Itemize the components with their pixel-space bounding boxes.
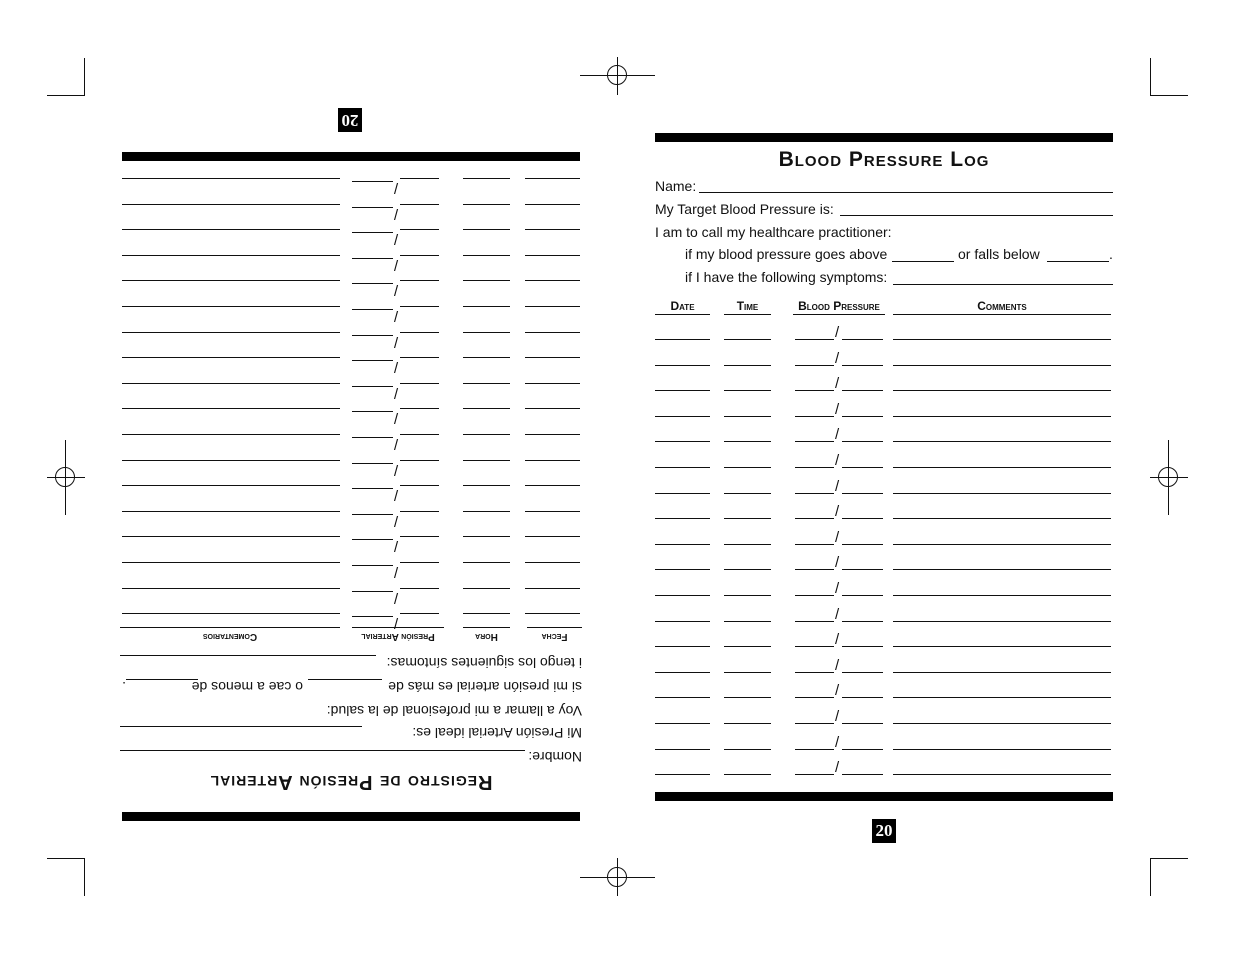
bp-slash-spanish: / [394,537,399,555]
time-cell[interactable] [724,365,771,366]
comments-cell[interactable] [893,416,1111,417]
systolic-cell[interactable] [795,774,834,775]
time-cell[interactable] [724,339,771,340]
date-cell[interactable] [655,544,710,545]
diastolic-cell[interactable] [842,544,883,545]
fecha-cell[interactable] [525,460,580,461]
diastolic-cell[interactable] [842,697,883,698]
diastolic-cell[interactable] [842,749,883,750]
fecha-cell[interactable] [525,280,580,281]
diastolica-cell[interactable] [400,255,439,256]
sistolica-cell[interactable] [352,386,393,387]
bp-slash-spanish: / [394,383,399,401]
comments-cell[interactable] [893,390,1111,391]
bp-slash: / [835,580,840,597]
sistolica-cell[interactable] [352,309,393,310]
bp-slash: / [835,605,840,623]
fecha-cell[interactable] [525,306,580,307]
comentarios-cell[interactable] [122,511,340,512]
bp-slash-spanish: / [394,614,399,632]
comentarios-cell[interactable] [122,434,340,435]
diastolic-cell[interactable] [842,646,883,647]
hora-cell[interactable] [463,460,510,461]
bp-slash-spanish: / [394,588,399,606]
diastolica-cell[interactable] [400,204,439,205]
diastolic-cell[interactable] [842,365,883,366]
systolic-cell[interactable] [795,621,834,622]
systolic-cell[interactable] [795,339,834,340]
bp-slash-spanish: / [394,460,399,478]
date-cell[interactable] [655,774,710,775]
hora-cell[interactable] [463,613,510,614]
systolic-cell[interactable] [795,672,834,673]
diastolic-cell[interactable] [842,723,883,724]
fecha-cell[interactable] [525,588,580,589]
time-cell[interactable] [724,672,771,673]
time-cell[interactable] [724,493,771,494]
date-cell[interactable] [655,672,710,673]
sistolica-cell[interactable] [352,283,393,284]
bp-slash: / [835,656,840,674]
comments-cell[interactable] [893,441,1111,442]
bp-slash: / [835,682,840,700]
page-title: Blood Pressure Log [778,148,990,171]
bottom-rule [655,792,1113,801]
comments-cell[interactable] [893,595,1111,596]
hora-cell[interactable] [463,204,510,205]
date-cell[interactable] [655,569,710,570]
diastolica-cell[interactable] [400,357,439,358]
systolic-cell[interactable] [795,493,834,494]
page-number: 20 [872,819,896,843]
bp-slash: / [835,426,840,444]
time-cell[interactable] [724,697,771,698]
sistolica-cell[interactable] [352,514,393,515]
bp-slash-spanish: / [394,358,399,376]
time-cell[interactable] [724,646,771,647]
fecha-cell[interactable] [525,613,580,614]
hora-cell[interactable] [463,255,510,256]
hora-cell[interactable] [463,306,510,307]
diastolic-cell[interactable] [842,595,883,596]
fecha-cell[interactable] [525,229,580,230]
systolic-cell[interactable] [795,441,834,442]
sistolica-cell[interactable] [352,616,393,617]
systolic-cell[interactable] [795,544,834,545]
bp-slash: / [835,759,840,777]
sistolica-cell[interactable] [352,539,393,540]
hora-cell[interactable] [463,562,510,563]
bp-slash-spanish: / [394,281,399,299]
sistolica-cell[interactable] [352,232,393,233]
diastolic-cell[interactable] [842,518,883,519]
fecha-cell[interactable] [525,408,580,409]
comments-cell[interactable] [893,569,1111,570]
date-cell[interactable] [655,441,710,442]
diastolica-cell[interactable] [400,229,439,230]
time-cell[interactable] [724,569,771,570]
systolic-cell[interactable] [795,697,834,698]
comentarios-cell[interactable] [122,229,340,230]
diastolic-cell[interactable] [842,621,883,622]
bp-slash: / [835,631,840,649]
comentarios-cell[interactable] [122,178,340,179]
comments-cell[interactable] [893,467,1111,468]
comentarios-cell[interactable] [122,306,340,307]
time-cell[interactable] [724,467,771,468]
hora-cell[interactable] [463,229,510,230]
spanish-header-block: Registro de Presión Arterial Nombre: Mi Presión Arterial ideal es: Voy a llamar a mi profesional de la salud: si mi presión arterial es más de o cae a menos de . i tengo los siguientes síntomas: Fecha Hora Presión Arterial Comentarios [120,625,582,815]
fecha-cell[interactable] [525,383,580,384]
sistolica-cell[interactable] [352,463,393,464]
diastolica-cell[interactable] [400,588,439,589]
fecha-cell[interactable] [525,255,580,256]
bp-slash-spanish: / [394,255,399,273]
date-cell[interactable] [655,749,710,750]
bp-slash-spanish: / [394,179,399,196]
comments-cell[interactable] [893,621,1111,622]
systolic-cell[interactable] [795,390,834,391]
sistolica-cell[interactable] [352,411,393,412]
bp-slash: / [835,503,840,521]
time-cell[interactable] [724,441,771,442]
comentarios-cell[interactable] [122,613,340,614]
date-cell[interactable] [655,390,710,391]
comentarios-cell[interactable] [122,255,340,256]
comentarios-cell[interactable] [122,332,340,333]
comentarios-cell[interactable] [122,536,340,537]
hora-cell[interactable] [463,178,510,179]
comments-cell[interactable] [893,339,1111,340]
fecha-cell[interactable] [525,357,580,358]
diastolic-cell[interactable] [842,672,883,673]
top-rule-spanish [122,152,580,161]
systolic-cell[interactable] [795,723,834,724]
top-rule [655,133,1113,142]
bp-slash-spanish: / [394,435,399,452]
comments-cell[interactable] [893,672,1111,673]
column-header-comments: Comments [977,299,1027,313]
sistolica-cell[interactable] [352,207,393,208]
column-header-blood-pressure: Blood Pressure [798,299,880,313]
diastolica-cell[interactable] [400,434,439,435]
sistolica-cell[interactable] [352,360,393,361]
bp-slash-spanish: / [394,307,399,324]
call-practitioner-label: I am to call my healthcare practitioner: [655,224,895,240]
diastolic-cell[interactable] [842,416,883,417]
hora-cell[interactable] [463,485,510,486]
bp-slash: / [835,708,840,725]
llamar-label: Voy a llamar a mi profesional de la salud: [324,703,582,719]
comments-cell[interactable] [893,493,1111,494]
comments-cell[interactable] [893,646,1111,647]
comentarios-cell[interactable] [122,408,340,409]
date-cell[interactable] [655,595,710,596]
date-cell[interactable] [655,416,710,417]
diastolica-cell[interactable] [400,511,439,512]
systolic-cell[interactable] [795,518,834,519]
time-cell[interactable] [724,518,771,519]
sistolica-cell[interactable] [352,335,393,336]
sistolica-cell[interactable] [352,181,393,182]
sistolica-cell[interactable] [352,258,393,259]
diastolica-cell[interactable] [400,332,439,333]
comentarios-cell[interactable] [122,460,340,461]
diastolica-cell[interactable] [400,383,439,384]
page-number-spanish: 20 [338,108,362,132]
bp-slash-spanish: / [394,230,399,248]
fecha-cell[interactable] [525,562,580,563]
time-cell[interactable] [724,774,771,775]
hora-cell[interactable] [463,408,510,409]
bp-slash-spanish: / [394,563,399,580]
systolic-cell[interactable] [795,569,834,570]
systolic-cell[interactable] [795,595,834,596]
comentarios-cell[interactable] [122,588,340,589]
diastolica-cell[interactable] [400,408,439,409]
comentarios-cell[interactable] [122,485,340,486]
time-cell[interactable] [724,595,771,596]
bottom-rule-spanish [122,812,580,821]
date-cell[interactable] [655,621,710,622]
bp-slash-spanish: / [394,204,399,222]
bp-slash: / [835,477,840,495]
bp-slash: / [835,733,840,751]
hora-cell[interactable] [463,536,510,537]
systolic-cell[interactable] [795,749,834,750]
time-cell[interactable] [724,621,771,622]
bp-slash-spanish: / [394,409,399,427]
fecha-cell[interactable] [525,536,580,537]
column-header-date: Date [670,299,695,313]
bp-slash: / [835,324,840,341]
comentarios-cell[interactable] [122,383,340,384]
hora-cell[interactable] [463,383,510,384]
date-cell[interactable] [655,365,710,366]
comentarios-cell[interactable] [122,357,340,358]
diastolica-cell[interactable] [400,460,439,461]
comments-cell[interactable] [893,749,1111,750]
diastolica-cell[interactable] [400,536,439,537]
column-header-comentarios: Comentarios [202,631,258,642]
diastolic-cell[interactable] [842,569,883,570]
date-cell[interactable] [655,646,710,647]
hora-cell[interactable] [463,588,510,589]
diastolic-cell[interactable] [842,467,883,468]
comments-cell[interactable] [893,518,1111,519]
sistolica-cell[interactable] [352,488,393,489]
time-cell[interactable] [724,390,771,391]
comments-cell[interactable] [893,723,1111,724]
date-cell[interactable] [655,518,710,519]
bp-slash: / [835,349,840,367]
comentarios-cell[interactable] [122,280,340,281]
comments-cell[interactable] [893,774,1111,775]
time-cell[interactable] [724,749,771,750]
diastolica-cell[interactable] [400,306,439,307]
diastolic-cell[interactable] [842,774,883,775]
hora-cell[interactable] [463,511,510,512]
sistolica-cell[interactable] [352,437,393,438]
diastolic-cell[interactable] [842,441,883,442]
diastolic-cell[interactable] [842,339,883,340]
diastolic-cell[interactable] [842,493,883,494]
bp-slash: / [835,554,840,572]
fecha-cell[interactable] [525,332,580,333]
sistolica-cell[interactable] [352,591,393,592]
diastolica-cell[interactable] [400,613,439,614]
column-header-time: Time [736,299,759,313]
diastolica-cell[interactable] [400,562,439,563]
fecha-cell[interactable] [525,511,580,512]
comments-cell[interactable] [893,697,1111,698]
time-cell[interactable] [724,723,771,724]
date-cell[interactable] [655,493,710,494]
fecha-cell[interactable] [525,178,580,179]
diastolica-cell[interactable] [400,280,439,281]
date-cell[interactable] [655,697,710,698]
bp-slash-spanish: / [394,486,399,504]
hora-cell[interactable] [463,357,510,358]
fecha-cell[interactable] [525,204,580,205]
bp-slash-spanish: / [394,511,399,529]
hora-cell[interactable] [463,332,510,333]
fecha-cell[interactable] [525,434,580,435]
date-cell[interactable] [655,467,710,468]
bp-slash: / [835,452,840,469]
systolic-cell[interactable] [795,467,834,468]
column-header-fecha: Fecha [541,631,568,642]
time-cell[interactable] [724,416,771,417]
systolic-cell[interactable] [795,416,834,417]
hora-cell[interactable] [463,434,510,435]
comentarios-cell[interactable] [122,204,340,205]
bp-slash: / [835,375,840,393]
comments-cell[interactable] [893,365,1111,366]
comentarios-cell[interactable] [122,562,340,563]
systolic-cell[interactable] [795,365,834,366]
fecha-cell[interactable] [525,485,580,486]
hora-cell[interactable] [463,280,510,281]
diastolic-cell[interactable] [842,390,883,391]
bp-slash: / [835,400,840,418]
column-header-hora: Hora [475,631,498,642]
time-cell[interactable] [724,544,771,545]
bp-slash: / [835,528,840,546]
page-title-spanish: Registro de Presión Arterial [209,771,493,793]
bp-slash-spanish: / [394,332,399,350]
comments-cell[interactable] [893,544,1111,545]
sistolica-cell[interactable] [352,565,393,566]
column-header-presion: Presión Arterial [361,631,435,642]
date-cell[interactable] [655,339,710,340]
diastolica-cell[interactable] [400,178,439,179]
diastolica-cell[interactable] [400,485,439,486]
date-cell[interactable] [655,723,710,724]
systolic-cell[interactable] [795,646,834,647]
